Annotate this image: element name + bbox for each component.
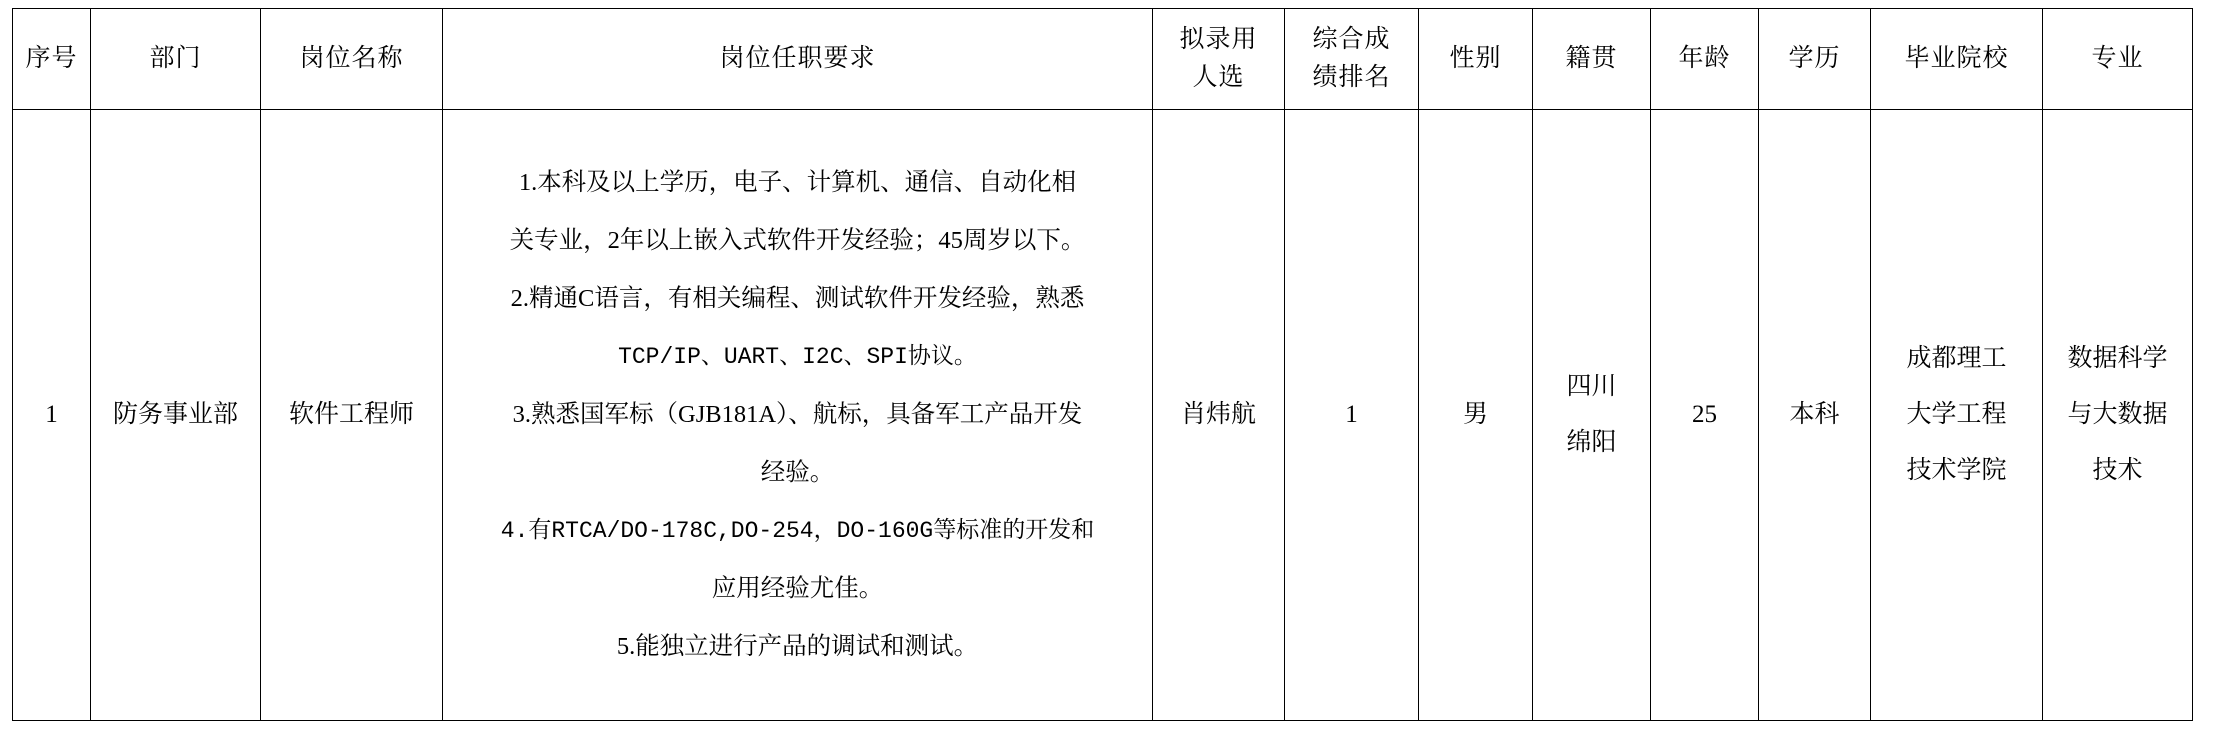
table-header-row (13, 9, 2193, 110)
column-header-candidate-line-1: 拟录用 (1179, 26, 1258, 53)
column-header-education-line-1: 学历 (1788, 45, 1841, 72)
cell-school-line-3: 技术学院 (1906, 457, 2007, 484)
cell-native-place (1533, 110, 1651, 721)
column-header-native-place (1533, 9, 1651, 110)
requirement-line-4: TCP/IP、UART、I2C、SPI协议。 (618, 344, 977, 370)
column-header-seq-line-1: 序号 (25, 45, 78, 72)
column-header-gender (1419, 9, 1533, 110)
cell-major-line-2: 与大数据 (2067, 401, 2168, 428)
cell-candidate: 肖炜航 (1153, 110, 1285, 721)
column-header-age (1651, 9, 1759, 110)
cell-school (1871, 110, 2043, 721)
cell-department: 防务事业部 (91, 110, 261, 721)
column-header-school (1871, 9, 2043, 110)
column-header-candidate (1153, 9, 1285, 110)
document-page (0, 8, 2217, 742)
column-header-education (1759, 9, 1871, 110)
column-header-major (2043, 9, 2193, 110)
column-header-candidate-line-2: 人选 (1192, 64, 1245, 91)
table-row (13, 110, 2193, 721)
column-header-post-name-line-1: 岗位名称 (299, 45, 404, 72)
requirement-line-8: 应用经验尤佳。 (711, 575, 884, 602)
cell-overall-rank: 1 (1285, 110, 1419, 721)
cell-major (2043, 110, 2193, 721)
requirement-line-7: 4.有RTCA/DO-178C,DO-254，DO-160G等标准的开发和 (500, 518, 1095, 544)
cell-school-line-1: 成都理工 (1906, 345, 2007, 372)
cell-seq: 1 (13, 110, 91, 721)
cell-education: 本科 (1759, 110, 1871, 721)
column-header-major-line-1: 专业 (2091, 45, 2144, 72)
cell-school-line-2: 大学工程 (1906, 401, 2007, 428)
column-header-seq (13, 9, 91, 110)
requirement-line-1: 1.本科及以上学历，电子、计算机、通信、自动化相 (518, 169, 1077, 196)
requirement-line-3: 2.精通C语言，有相关编程、测试软件开发经验，熟悉 (510, 285, 1085, 312)
column-header-overall-rank (1285, 9, 1419, 110)
requirement-line-6: 经验。 (760, 459, 835, 486)
cell-major-line-1: 数据科学 (2067, 345, 2168, 372)
column-header-post-requirements (443, 9, 1153, 110)
cell-gender: 男 (1419, 110, 1533, 721)
cell-native-place-line-1: 四川 (1566, 373, 1617, 400)
requirement-line-5: 3.熟悉国军标（GJB181A）、航标，具备军工产品开发 (512, 401, 1083, 428)
recruitment-table (12, 8, 2193, 721)
cell-post-name: 软件工程师 (261, 110, 443, 721)
column-header-native-place-line-1: 籍贯 (1565, 45, 1618, 72)
cell-major-line-3: 技术 (2092, 457, 2143, 484)
column-header-school-line-1: 毕业院校 (1904, 45, 2009, 72)
cell-native-place-line-2: 绵阳 (1566, 429, 1617, 456)
column-header-overall-rank-line-1: 综合成 (1312, 26, 1391, 53)
cell-post-requirements (443, 110, 1153, 721)
column-header-gender-line-1: 性别 (1449, 45, 1502, 72)
column-header-overall-rank-line-2: 绩排名 (1312, 64, 1391, 91)
requirement-line-2: 关专业，2年以上嵌入式软件开发经验；45周岁以下。 (509, 227, 1086, 254)
column-header-post-requirements-line-1: 岗位任职要求 (719, 45, 876, 72)
column-header-post-name (261, 9, 443, 110)
column-header-department (91, 9, 261, 110)
column-header-age-line-1: 年龄 (1678, 45, 1731, 72)
column-header-department-line-1: 部门 (149, 45, 202, 72)
requirement-line-9: 5.能独立进行产品的调试和测试。 (616, 633, 979, 660)
cell-age: 25 (1651, 110, 1759, 721)
